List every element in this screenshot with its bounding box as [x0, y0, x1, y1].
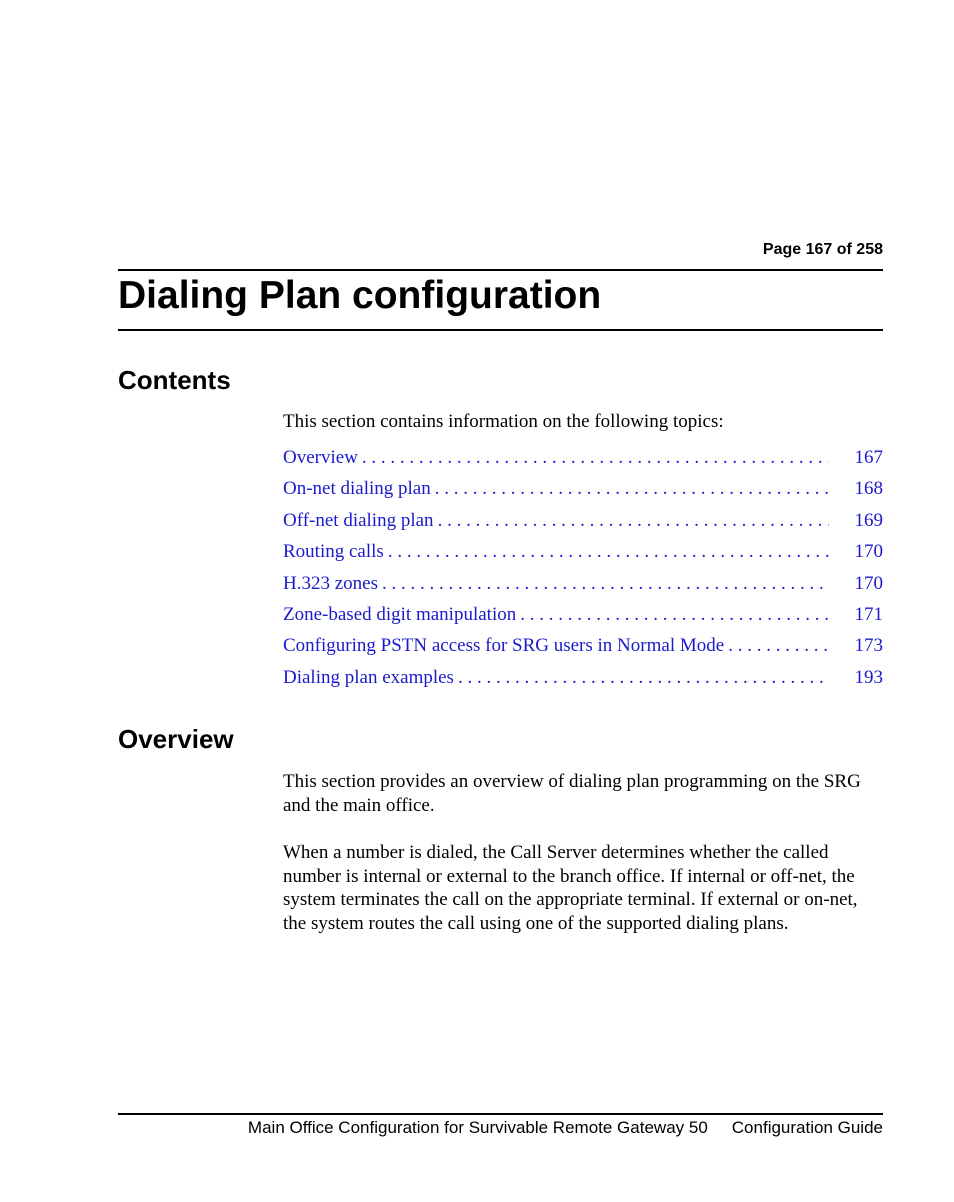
toc-item-configuring-pstn-access[interactable] — [283, 634, 883, 665]
toc-leader-dots — [438, 509, 829, 533]
toc-item-page[interactable]: 171 — [854, 603, 883, 625]
toc-item-page[interactable]: 193 — [854, 666, 883, 688]
toc-leader-dots — [728, 634, 829, 658]
toc-item-label[interactable]: Dialing plan examples — [283, 666, 454, 688]
toc-item-off-net-dialing-plan[interactable] — [283, 509, 883, 540]
footer-doc-type: Configuration Guide — [731, 1118, 883, 1137]
title-bottom-rule — [118, 329, 883, 331]
toc-item-page[interactable]: 173 — [854, 635, 883, 657]
overview-paragraph-2: When a number is dialed, the Call Server determines whether the called number is internal or external to the branch office. If internal or off-net, the system terminates the call on the appropriate terminal. If external or on-net, the system routes the call using one of the supported dialing plans. — [283, 842, 858, 934]
toc-item-dialing-plan-examples[interactable] — [283, 666, 883, 697]
toc-item-page[interactable]: 169 — [854, 509, 883, 531]
toc-leader-dots — [362, 446, 829, 470]
toc-item-zone-based-digit-manipulation[interactable] — [283, 603, 883, 634]
toc-item-routing-calls[interactable] — [283, 540, 883, 571]
toc-leader-dots — [382, 572, 829, 596]
toc-item-label[interactable]: H.323 zones — [283, 572, 378, 594]
toc-item-on-net-dialing-plan[interactable] — [283, 477, 883, 508]
toc-item-label[interactable]: Configuring PSTN access for SRG users in Normal Mode — [283, 635, 725, 657]
toc-item-label[interactable]: Routing calls — [283, 541, 384, 563]
contents-intro: This section contains information on the following topics: — [283, 411, 724, 432]
footer — [248, 1117, 883, 1139]
toc-item-page[interactable]: 170 — [854, 572, 883, 594]
toc-item-label[interactable]: Off-net dialing plan — [283, 509, 434, 531]
toc-item-page[interactable]: 168 — [854, 478, 883, 500]
toc-leader-dots — [458, 666, 829, 690]
footer-rule — [118, 1113, 883, 1115]
toc-leader-dots — [435, 477, 829, 501]
overview-paragraph-1: This section provides an overview of dialing plan programming on the SRG and the main office. — [283, 771, 861, 816]
toc-leader-dots — [520, 603, 829, 627]
toc-item-h323-zones[interactable] — [283, 572, 883, 603]
overview-heading: Overview — [118, 724, 234, 754]
contents-heading: Contents — [118, 365, 231, 395]
toc-item-overview[interactable] — [283, 446, 883, 477]
footer-doc-title: Main Office Configuration for Survivable Remote Gateway 50 — [247, 1118, 708, 1137]
toc-item-label[interactable]: Overview — [283, 447, 358, 468]
toc-item-label[interactable]: Zone-based digit manipulation — [283, 603, 517, 625]
table-of-contents — [283, 446, 883, 697]
toc-leader-dots — [388, 540, 829, 564]
toc-item-page[interactable]: 167 — [854, 447, 883, 468]
page-title: Dialing Plan configuration — [118, 274, 602, 317]
toc-item-label[interactable]: On-net dialing plan — [283, 478, 431, 500]
page-number: Page 167 of 258 — [762, 241, 883, 258]
toc-item-page[interactable]: 170 — [854, 541, 883, 563]
